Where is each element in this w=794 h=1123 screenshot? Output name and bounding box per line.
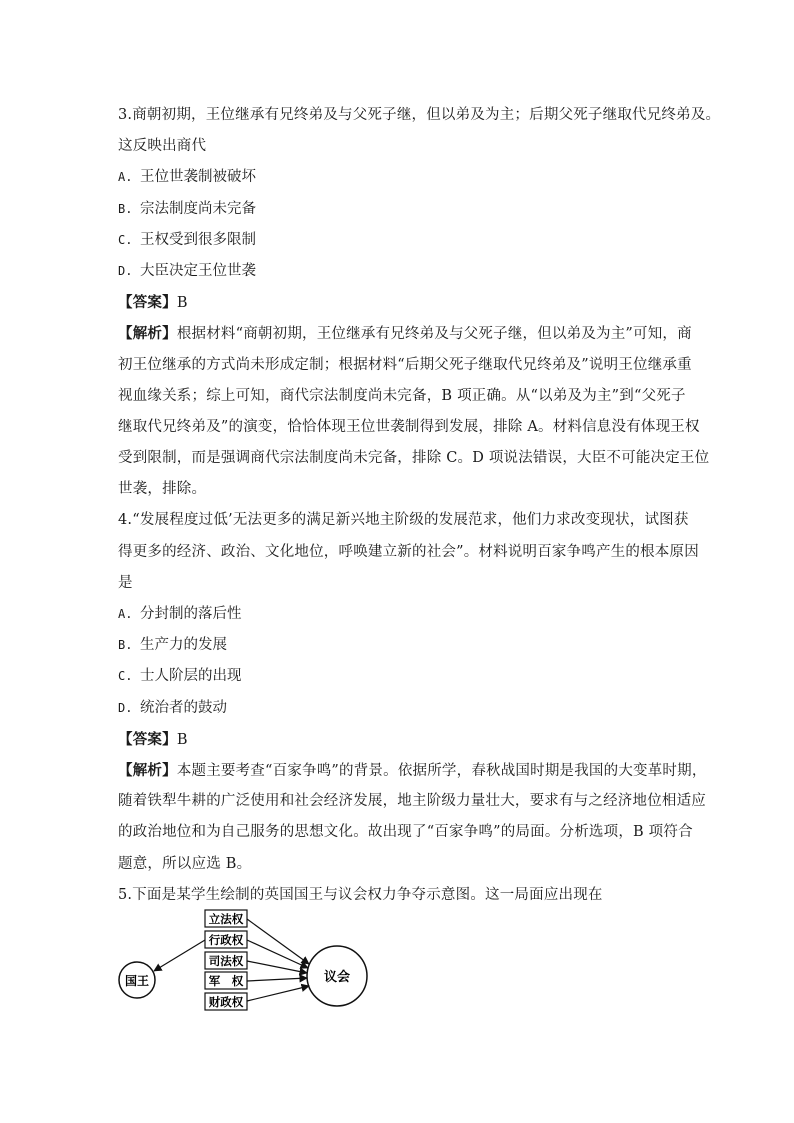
analysis-label: 【解析】 [118, 761, 177, 779]
power-label: 立法权 [208, 912, 244, 926]
option-text: 宗法制度尚未完备 [140, 200, 256, 217]
option-text: 统治者的鼓动 [140, 699, 227, 716]
power-label: 军 权 [208, 974, 244, 988]
q4-analysis-line3: 的政治地位和为自己服务的思想文化。故出现了“百家争鸣”的局面。分析选项，B 项符合 [118, 824, 693, 841]
q3-analysis-line1 [118, 318, 692, 349]
power-box-financial [205, 993, 247, 1010]
option-text: 大臣决定王位世袭 [140, 262, 256, 279]
parliament-label: 议会 [323, 970, 351, 985]
option-text: 王权受到很多限制 [140, 231, 256, 248]
answer-value: B [176, 295, 188, 312]
q4-stem-line1: 4.“发展程度过低’无法更多的满足新兴地主阶级的发展范求，他们力求改变现状，试图获 [118, 512, 689, 529]
q4-option-a [118, 599, 678, 630]
power-box-military [205, 972, 247, 989]
diagram-svg [115, 900, 385, 1020]
analysis-text: 根据材料“商朝初期，王位继承有兄终弟及与父死子继，但以弟及为主”可知，商 [176, 326, 692, 343]
answer-label: 【答案】 [118, 294, 177, 312]
q4-analysis-line4: 题意，所以应选 B。 [118, 855, 252, 872]
option-letter: A. [118, 170, 133, 185]
document-page [118, 100, 721, 911]
option-letter: C. [118, 232, 133, 247]
option-text: 生产力的发展 [140, 637, 227, 654]
q4-analysis-line2: 随着铁犁牛耕的广泛使用和社会经济发展，地主阶级力量壮大，要求有与之经济地位相适应 [118, 793, 706, 810]
option-letter: A. [118, 607, 133, 621]
q3-analysis-line2: 初王位继承的方式尚未形成定制；根据材料“后期父死子继取代兄终弟及”说明王位继承重 [118, 356, 692, 373]
option-letter: C. [118, 669, 133, 684]
q4-option-d [118, 693, 678, 724]
arrow-executive-to-parliament [247, 940, 308, 968]
q3-analysis-line6: 世袭，排除。 [118, 481, 207, 498]
q4-stem-line2: 得更多的经济、政治、文化地位，呼唤建立新的社会”。材料说明百家争鸣产生的根本原因 [118, 543, 699, 560]
q4-answer [118, 724, 678, 755]
arrow-legislative-to-parliament [247, 919, 309, 964]
king-node [119, 962, 155, 998]
power-box-legislative [205, 910, 247, 927]
power-label: 财政权 [208, 995, 244, 1009]
power-box-executive [205, 931, 247, 948]
q4-option-b [118, 630, 678, 661]
power-struggle-diagram [115, 900, 385, 1020]
power-label: 行政权 [208, 933, 244, 947]
analysis-text: 本题主要考查“百家争鸣”的背景。依据所学，春秋战国时期是我国的大变革时期， [176, 762, 707, 779]
option-text: 分封制的落后性 [140, 606, 242, 622]
option-letter: D. [118, 700, 133, 715]
option-text: 士人阶层的出现 [140, 668, 242, 685]
option-letter: B. [118, 638, 133, 653]
arrow-military-to-parliament [247, 978, 307, 981]
q3-option-c [118, 225, 678, 256]
q3-stem-line1: 3.商朝初期，王位继承有兄终弟及与父死子继，但以弟及为主；后期父死子继取代兄终弟及。 [118, 107, 721, 123]
parliament-node [307, 946, 367, 1006]
answer-label: 【答案】 [118, 730, 177, 748]
q5-stem: 5.下面是某学生绘制的英国国王与议会权力争夺示意图。这一局面应出现在 [118, 886, 603, 903]
option-letter: B. [118, 201, 133, 216]
q3-analysis-line3: 视血缘关系；综上可知，商代宗法制度尚未完备，B 项正确。从“以弟及为主”到“父死子 [118, 387, 686, 404]
arrow-financial-to-parliament [247, 986, 309, 1001]
q3-option-d [118, 256, 678, 287]
option-text: 王位世袭制被破坏 [140, 169, 256, 186]
q3-answer [118, 287, 678, 318]
power-box-judicial [205, 952, 247, 969]
q4-stem-line3: 是 [118, 574, 133, 591]
q4-analysis-line1 [118, 755, 707, 786]
q3-option-b [118, 194, 678, 225]
option-letter: D. [118, 263, 133, 278]
king-label: 国王 [124, 974, 150, 988]
analysis-label: 【解析】 [118, 325, 177, 343]
arrow-executive-to-king [154, 940, 205, 971]
power-label: 司法权 [208, 954, 244, 968]
q3-stem-line2: 这反映出商代 [118, 138, 207, 155]
q3-option-a [118, 162, 678, 193]
answer-value: B [176, 731, 188, 748]
q4-option-c [118, 661, 678, 692]
q3-analysis-line5: 受到限制，而是强调商代宗法制度尚未完备，排除 C。D 项说法错误，大臣不可能决定王位 [118, 450, 710, 467]
q3-analysis-line4: 继取代兄终弟及”的演变，恰恰体现王位世袭制得到发展，排除 A。材料信息没有体现王权 [118, 418, 700, 435]
